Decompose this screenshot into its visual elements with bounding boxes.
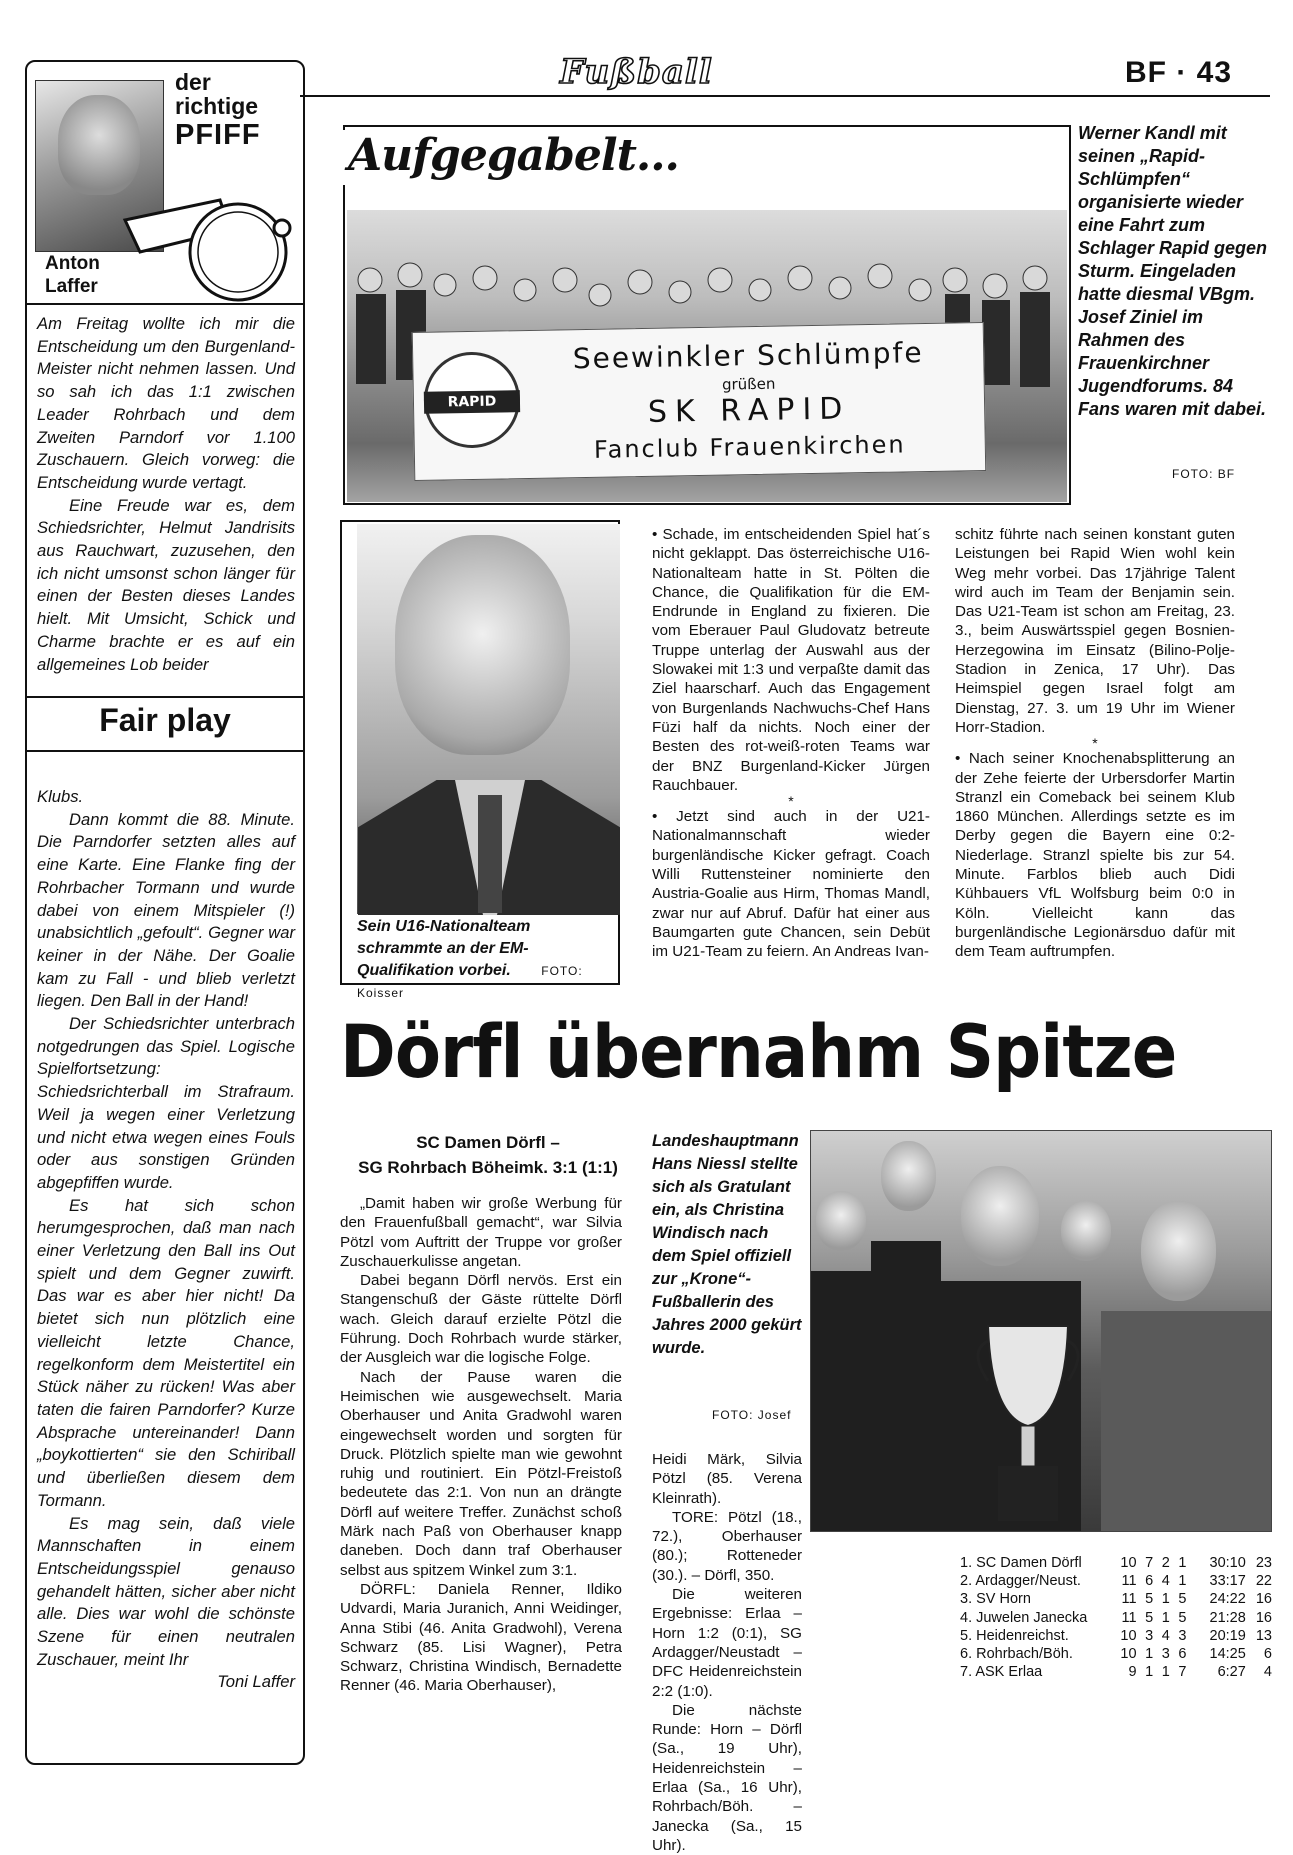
standings-value: 3 [1161, 1646, 1170, 1663]
banner-line: grüßen [721, 374, 776, 394]
photo-figure [881, 1141, 936, 1211]
match-line: SG Rohrbach Böheimk. 3:1 (1:1) [358, 1158, 618, 1177]
lineup: DÖRFL: Daniela Renner, Ildiko Udvardi, Maria Juranich, Anni Weidinger, Anna Stibi (46. Anita Gradwohl), Verena Schwarz (85. Lisi Wagner), Petra Schwarz, Christina Windisch, Bernadette Renner (46. Maria Oberhauser), [340, 1580, 622, 1695]
match-result [340, 1130, 636, 1180]
portrait-tie [478, 795, 502, 913]
author-face [58, 95, 140, 195]
standings-value: 5 [1178, 1591, 1187, 1608]
standings-row [960, 1627, 1272, 1645]
standings-row [960, 1572, 1272, 1590]
standings-value: 2 [1161, 1555, 1170, 1571]
divider [27, 696, 303, 698]
photo-credit: FOTO: Koisser [357, 964, 583, 1000]
pfiff-author [45, 252, 100, 298]
fan-photo-caption: Werner Kandl mit seinen „Rapid-Schlümpfen“ organisierte wieder eine Fahrt zum Schlager Rapid gegen Sturm. Eingeladen hatte diesmal VBgm. Josef Ziniel im Rahmen des Frauenkirchner Jugendforums. 84 Fans waren mit dabei. [1078, 123, 1268, 419]
standings-value: 5 [1145, 1591, 1154, 1608]
pfiff-kicker [175, 70, 261, 152]
divider [27, 303, 303, 305]
portrait-caption [357, 916, 617, 1004]
standings-value: 1 [1178, 1555, 1187, 1571]
portrait-head [395, 535, 570, 755]
standings-value: 1 [1145, 1664, 1154, 1681]
standings-value: 6 [1145, 1573, 1154, 1590]
standings-value: 21:28 [1209, 1609, 1246, 1626]
team-name: 1. SC Damen Dörfl [960, 1555, 1082, 1571]
standings-value: 1 [1145, 1646, 1154, 1663]
banner-line: Seewinkler Schlümpfe [572, 336, 924, 376]
standings-value: 7 [1145, 1555, 1154, 1571]
photo-credit: FOTO: BF [1172, 467, 1236, 481]
standings-value: 30:10 [1209, 1555, 1246, 1571]
separator-star: * [788, 793, 794, 810]
standings-value: 20:19 [1209, 1627, 1246, 1644]
standings-value: 6 [1263, 1646, 1272, 1663]
photo-figure [1061, 1201, 1111, 1261]
divider [27, 750, 303, 752]
pfiff-kicker-line1: der [175, 69, 211, 95]
photo-figure [1101, 1311, 1271, 1531]
pfiff-intro-text [37, 313, 295, 676]
news-item: • Jetzt sind auch in der U21-Nationalmannschaft wieder burgenländische Kicker gefragt. Coach Willi Ruttensteiner nominierte den Austria-Goalie aus Hirm, Thomas Mandl, zwar nur auf Abruf. Dafür hat einer aus Baumgarten gute Chancen, sein Debüt im U21-Team zu feiern. An Andreas Ivan- [652, 808, 930, 961]
paragraph: Es hat sich schon herumgesprochen, daß man nach einer Verletzung den Ball ins Out spielt und dem Gegner zuwirft. Das war es aber hier nicht! Da bietet sich nun plötzlich eine vielleicht letzte Chance, regelkonform dem Meistertitel ein Stück näher zu rücken! Was aber taten die fairen Parndorfer? Kurze Absprache untereinander! Dann „boykottierten“ sie den Schiriball und überließen diesem dem Tormann. [37, 1195, 295, 1510]
paragraph: TORE: Pötzl (18., 72.), Oberhauser (80.); Rotteneder (30.). – Dörfl, 350. [652, 1508, 802, 1584]
banner-line: Fanclub Frauenkirchen [593, 430, 906, 464]
news-item: • Schade, im entscheidenden Spiel hat´s nicht geklappt. Das österreichische U16-Nationalteam hatte in St. Pölten die Chance, die Qualifikation für die EM-Endrunde in England zu fixieren. Die vom Eberauer Paul Gludovatz betreute Truppe unterlag der Auswahl aus der Slowakei mit 1:3 und verpaßte damit das Ziel haarscharf. Auch das Engagement von Burgenlands Nachwuchs-Chef Hans Füzi half da nichts. Noch einer der Besten des rot-weiß-roten Teams war der BNZ Burgenland-Kicker Jürgen Rauchbauer. [652, 526, 930, 794]
standings-value: 1 [1161, 1591, 1170, 1608]
standings-table [960, 1554, 1272, 1681]
news-column-1 [652, 525, 930, 962]
standings-value: 5 [1145, 1609, 1154, 1626]
award-photo-caption: Landeshauptmann Hans Niessl stellte sich als Gratulant ein, als Christina Windisch nach dem Spiel offiziell zur „Krone“-Fußballerin des Jahres 2000 gekürt wurde. [652, 1132, 802, 1357]
standings-value: 33:17 [1209, 1573, 1246, 1590]
pfiff-kicker-line2: richtige [175, 93, 259, 119]
standings-value: 1 [1161, 1664, 1170, 1681]
pfiff-author-first: Anton [45, 253, 100, 274]
paragraph: Die weiteren Ergebnisse: Erlaa – Horn 1:2 (0:1), SG Ardagger/Neustadt – DFC Heidenreichstein 2:2 (1:0). [652, 1586, 802, 1700]
team-name: 7. ASK Erlaa [960, 1664, 1043, 1681]
standings-value: 13 [1255, 1627, 1272, 1644]
news-item: schitz führte nach seinen konstant guten Leistungen bei Rapid Wien wohl kein Weg mehr vorbei. Das 17jährige Talent wird auch im Team der Benjamin sein. Das U21-Team ist schon am Freitag, 23. 3., beim Auswärtsspiel gegen Bosnien-Herzegowina im Einsatz (Bilino-Polje-Stadion in Zenica, 17 Uhr). Das Heimspiel gegen Israel folgt am Dienstag, 27. 3. um 19 Uhr im Wiener Horr-Stadion. [955, 526, 1235, 736]
paragraph: „Damit haben wir große Werbung für den Frauenfußball gemacht“, war Silvia Pötzl vom Auftritt der Truppe vor großer Zuschauerkulisse angetan. [340, 1195, 622, 1270]
paragraph: Dabei begann Dörfl nervös. Erst ein Stangenschuß der Gäste rüttelte Dörfl wach. Gleich darauf erzielte Pötzl die Führung. Doch Rohrbach wurde stärker, der Ausgleich war die logische Folge. [340, 1272, 622, 1367]
standings-value: 9 [1128, 1664, 1137, 1681]
standings-value: 10 [1120, 1627, 1137, 1644]
aufgegabelt-title: Aufgegabelt... [342, 130, 685, 185]
match-line: SC Damen Dörfl – [416, 1133, 560, 1152]
award-photo [810, 1130, 1272, 1532]
photo-figure [816, 1191, 866, 1251]
standings-value: 16 [1255, 1591, 1272, 1608]
standings-value: 3 [1178, 1627, 1187, 1644]
team-name: 3. SV Horn [960, 1591, 1031, 1608]
whistle-icon [120, 190, 300, 310]
header-rule [300, 95, 1270, 97]
paragraph: Dann kommt die 88. Minute. Die Parndorfer setzten alles auf eine Karte. Eine Flanke fing der Rohrbacher Tormann und wurde dabei von einem Mitspieler (!) unabsichtlich „gefoult“. Gegner war keiner in der Nähe. Der Goalie kam zu Fall - und blieb verletzt liegen. Den Ball in der Hand! [37, 809, 295, 1011]
photo-credit: FOTO: Josef [712, 1408, 792, 1422]
standings-value: 6:27 [1217, 1664, 1246, 1681]
standings-value: 14:25 [1209, 1646, 1246, 1663]
standings-row [960, 1554, 1272, 1572]
team-name: 5. Heidenreichst. [960, 1627, 1069, 1644]
team-name: 2. Ardagger/Neust. [960, 1573, 1081, 1590]
paragraph: Heidi Märk, Silvia Pötzl (85. Verena Kleinrath). [652, 1451, 802, 1507]
paragraph: Die nächste Runde: Horn – Dörfl (Sa., 19 Uhr), Heidenreichstein – Erlaa (Sa., 16 Uhr), Rohrbach/Böh. – Janecka (Sa., 15 Uhr). [652, 1701, 802, 1854]
paragraph: Es mag sein, daß viele Mannschaften in einem Entscheidungsspiel genauso gehandelt hätten, sicher aber nicht alle. Dies war wohl die schönste Szene für einen neutralen Zuschauer, meint Ihr [37, 1513, 295, 1669]
paragraph: Am Freitag wollte ich mir die Entscheidung um den Burgenland-Meister nicht nehmen lassen. Und so sah ich das 1:1 zwischen Leader Rohrbach und dem Zweiten Parndorf vor 1.100 Zuschauern. Gleich vorweg: die Entscheidung wurde vertagt. [37, 314, 295, 492]
standings-value: 6 [1178, 1646, 1187, 1663]
standings-value: 10 [1120, 1646, 1137, 1663]
standings-row [960, 1609, 1272, 1627]
standings-row [960, 1645, 1272, 1663]
standings-value: 4 [1263, 1664, 1272, 1681]
page-number: BF · 43 [1125, 56, 1233, 89]
trophy-icon [973, 1321, 1083, 1531]
report-column-2 [652, 1450, 802, 1855]
paragraph: Nach der Pause waren die Heimischen wie ausgewechselt. Maria Oberhauser und Anita Gradwohl waren eingewechselt worden und sorgten für Druck. Plötzlich spielte man wie gewohnt ruhig und routiniert. Ein Pötzl-Freistoß bedeutete das 2:1. Von nun an drängte Dörfl auf weitere Treffer. Zunächst schoß Märk nach Paß von Oberhauser knapp daneben. Doch dann traf Oberhauser selbst aus spitzem Winkel zum 3:1. [340, 1368, 622, 1579]
standings-value: 10 [1120, 1555, 1137, 1571]
report-column-1 [340, 1194, 622, 1696]
headline: Dörfl übernahm Spitze [340, 1010, 1177, 1095]
standings-row [960, 1590, 1272, 1608]
standings-value: 23 [1255, 1555, 1272, 1571]
standings-value: 16 [1255, 1609, 1272, 1626]
section-title: Fußball [560, 52, 713, 92]
paragraph: Klubs. [37, 787, 84, 806]
news-column-2 [955, 525, 1235, 962]
fanclub-banner [412, 322, 987, 481]
paragraph: Der Schiedsrichter unterbrach notgedrungen das Spiel. Logische Spielfortsetzung: Schiedsrichterball im Strafraum. Weil ja wegen einer Verletzung und nicht etwa wegen eines Fouls oder aus sonstigen Gründen abgepfiffen wurde. [37, 1014, 295, 1192]
standings-value: 7 [1178, 1664, 1187, 1681]
portrait-caption-text: Sein U16-Nationalteam schrammte an der EM-Qualifikation vorbei. [357, 918, 531, 979]
team-name: 4. Juwelen Janecka [960, 1609, 1088, 1626]
paragraph: Eine Freude war es, dem Schiedsrichter, Helmut Jandrisits aus Rauchwart, zuzusehen, den ich nicht umsonst schon länger für einen der Besten dieses Landes hielt. Mit Umsicht, Schick und Charme brachte er es auf ein allgemeines Lob beider [37, 495, 295, 674]
team-name: 6. Rohrbach/Böh. [960, 1646, 1073, 1663]
standings-value: 4 [1161, 1627, 1170, 1644]
separator-star: * [1092, 735, 1098, 752]
pfiff-author-last: Laffer [45, 276, 98, 297]
banner-line: SK RAPID [647, 391, 851, 430]
standings-value: 1 [1161, 1609, 1170, 1626]
photo-figure [1141, 1201, 1216, 1301]
standings-value: 11 [1121, 1591, 1137, 1608]
standings-value: 22 [1255, 1573, 1272, 1590]
rapid-logo-text: RAPID [424, 390, 520, 414]
standings-row [960, 1663, 1272, 1681]
standings-value: 24:22 [1209, 1591, 1246, 1608]
pfiff-main-text [37, 786, 295, 1694]
standings-value: 4 [1161, 1573, 1170, 1590]
standings-value: 5 [1178, 1609, 1187, 1626]
standings-value: 3 [1145, 1627, 1154, 1644]
news-item: • Nach seiner Knochenabsplitterung an der Zehe feierte der Urbersdorfer Martin Stranzl ein Comeback bei seinem Klub 1860 München. Allerdings setzte es im Derby gegen die Bayern eine 0:2-Niederlage. Stranzl spielte bis zur 54. Minute. Farblos blieb auch Didi Kühbauers VfL Wolfsburg beim 0:0 in Köln. Vielleicht kann das burgenländische Legionärsduo dafür mit dem Team auftrumpfen. [955, 750, 1235, 961]
pfiff-kicker-big: PFIFF [175, 119, 261, 151]
fairplay-title: Fair play [99, 702, 231, 738]
standings-value: 11 [1121, 1609, 1137, 1626]
standings-value: 11 [1121, 1573, 1137, 1590]
signature: Toni Laffer [217, 1672, 295, 1692]
standings-value: 1 [1178, 1573, 1187, 1590]
photo-figure [961, 1166, 1039, 1266]
